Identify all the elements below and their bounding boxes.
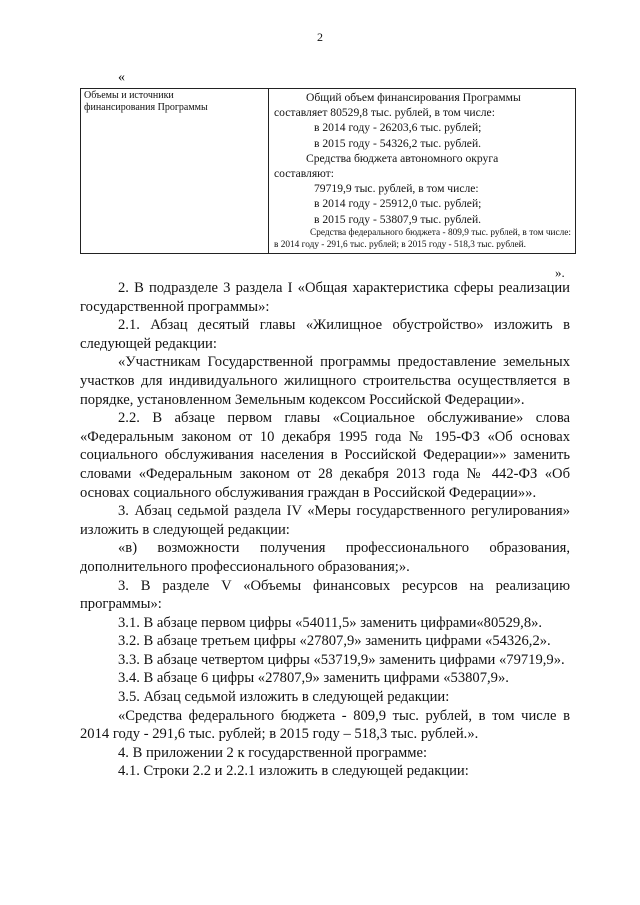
total-financing-line: Общий объем финансирования Программы xyxy=(306,91,521,104)
financing-label-cell xyxy=(81,89,269,254)
paragraph: 2.2. В абзаце первом главы «Социальное обслуживание» слова «Федеральным законом от 10 декабря 1995 года № 195-ФЗ «Об основах социального обслуживания населения в Российской Федерации»» заменить словами «Федеральным законом от 28 декабря 2013 года № 442-ФЗ «Об основах социального обслуживания граждан в Российской Федерации»». xyxy=(80,410,570,501)
financing-table xyxy=(80,88,576,254)
paragraph: 2.1. Абзац десятый главы «Жилищное обустройство» изложить в следующей редакции: xyxy=(80,317,570,352)
paragraph: «в) возможности получения профессионального образования, дополнительного профессионального образования;». xyxy=(80,540,570,575)
okrug-2015-line: в 2015 году - 53807,9 тыс. рублей. xyxy=(314,212,482,226)
financing-table-row xyxy=(81,89,576,254)
okrug-budget-amount-line: 79719,9 тыс. рублей, в том числе: xyxy=(314,182,479,196)
paragraph: 2. В подразделе 3 раздела I «Общая характеристика сферы реализации государственной программы»: xyxy=(80,280,570,315)
financing-label-line: Объемы и источники xyxy=(84,90,174,101)
paragraph: «Средства федерального бюджета - 809,9 тыс. рублей, в том числе в 2014 году - 291,6 тыс. рублей; в 2015 году – 518,3 тыс. рублей.». xyxy=(80,707,570,743)
year-2015-total-line: в 2015 году - 54326,2 тыс. рублей. xyxy=(314,136,482,150)
paragraph: 3.3. В абзаце четвертом цифры «53719,9» заменить цифрами «79719,9». xyxy=(118,651,565,668)
document-body xyxy=(80,279,570,781)
closing-quote-mark: ». xyxy=(555,265,565,280)
financing-label-line: финансирования Программы xyxy=(84,102,208,113)
paragraph: 3.4. В абзаце 6 цифры «27807,9» заменить цифрами «53807,9». xyxy=(118,670,509,687)
total-financing-line: составляет 80529,8 тыс. рублей, в том числе: xyxy=(274,106,495,120)
paragraph: 4. В приложении 2 к государственной программе: xyxy=(118,744,428,761)
federal-budget-note xyxy=(274,227,571,251)
paragraph: 4.1. Строки 2.2 и 2.2.1 изложить в следующей редакции: xyxy=(118,763,469,780)
okrug-2014-line: в 2014 году - 25912,0 тыс. рублей; xyxy=(314,197,482,211)
financing-value-cell xyxy=(269,89,576,254)
paragraph: 3.2. В абзаце третьем цифры «27807,9» заменить цифрами «54326,2». xyxy=(118,633,551,650)
paragraph: 3.5. Абзац седьмой изложить в следующей редакции: xyxy=(118,689,450,706)
year-2014-total-line: в 2014 году - 26203,6 тыс. рублей; xyxy=(314,121,482,135)
paragraph: «Участникам Государственной программы предоставление земельных участков для индивидуального жилищного строительства осуществляется в порядке, установленном Земельным кодексом Российской Федерации». xyxy=(80,354,570,408)
okrug-budget-line: Средства бюджета автономного округа xyxy=(306,151,499,165)
paragraph: 3. В разделе V «Объемы финансовых ресурсов на реализацию программы»: xyxy=(80,577,570,613)
okrug-budget-line: составляют: xyxy=(274,167,334,181)
federal-budget-text: Средства федерального бюджета - 809,9 тыс. рублей, в том числе: в 2014 году - 291,6 тыс. рублей; в 2015 году - 518,3 тыс. рублей. xyxy=(274,227,571,250)
paragraph: 3.1. В абзаце первом цифры «54011,5» заменить цифрами«80529,8». xyxy=(118,614,543,631)
paragraph: 3. Абзац седьмой раздела IV «Меры государственного регулирования» изложить в следующей редакции: xyxy=(80,503,570,538)
opening-quote-mark: « xyxy=(118,70,125,85)
page-number: 2 xyxy=(317,30,323,44)
